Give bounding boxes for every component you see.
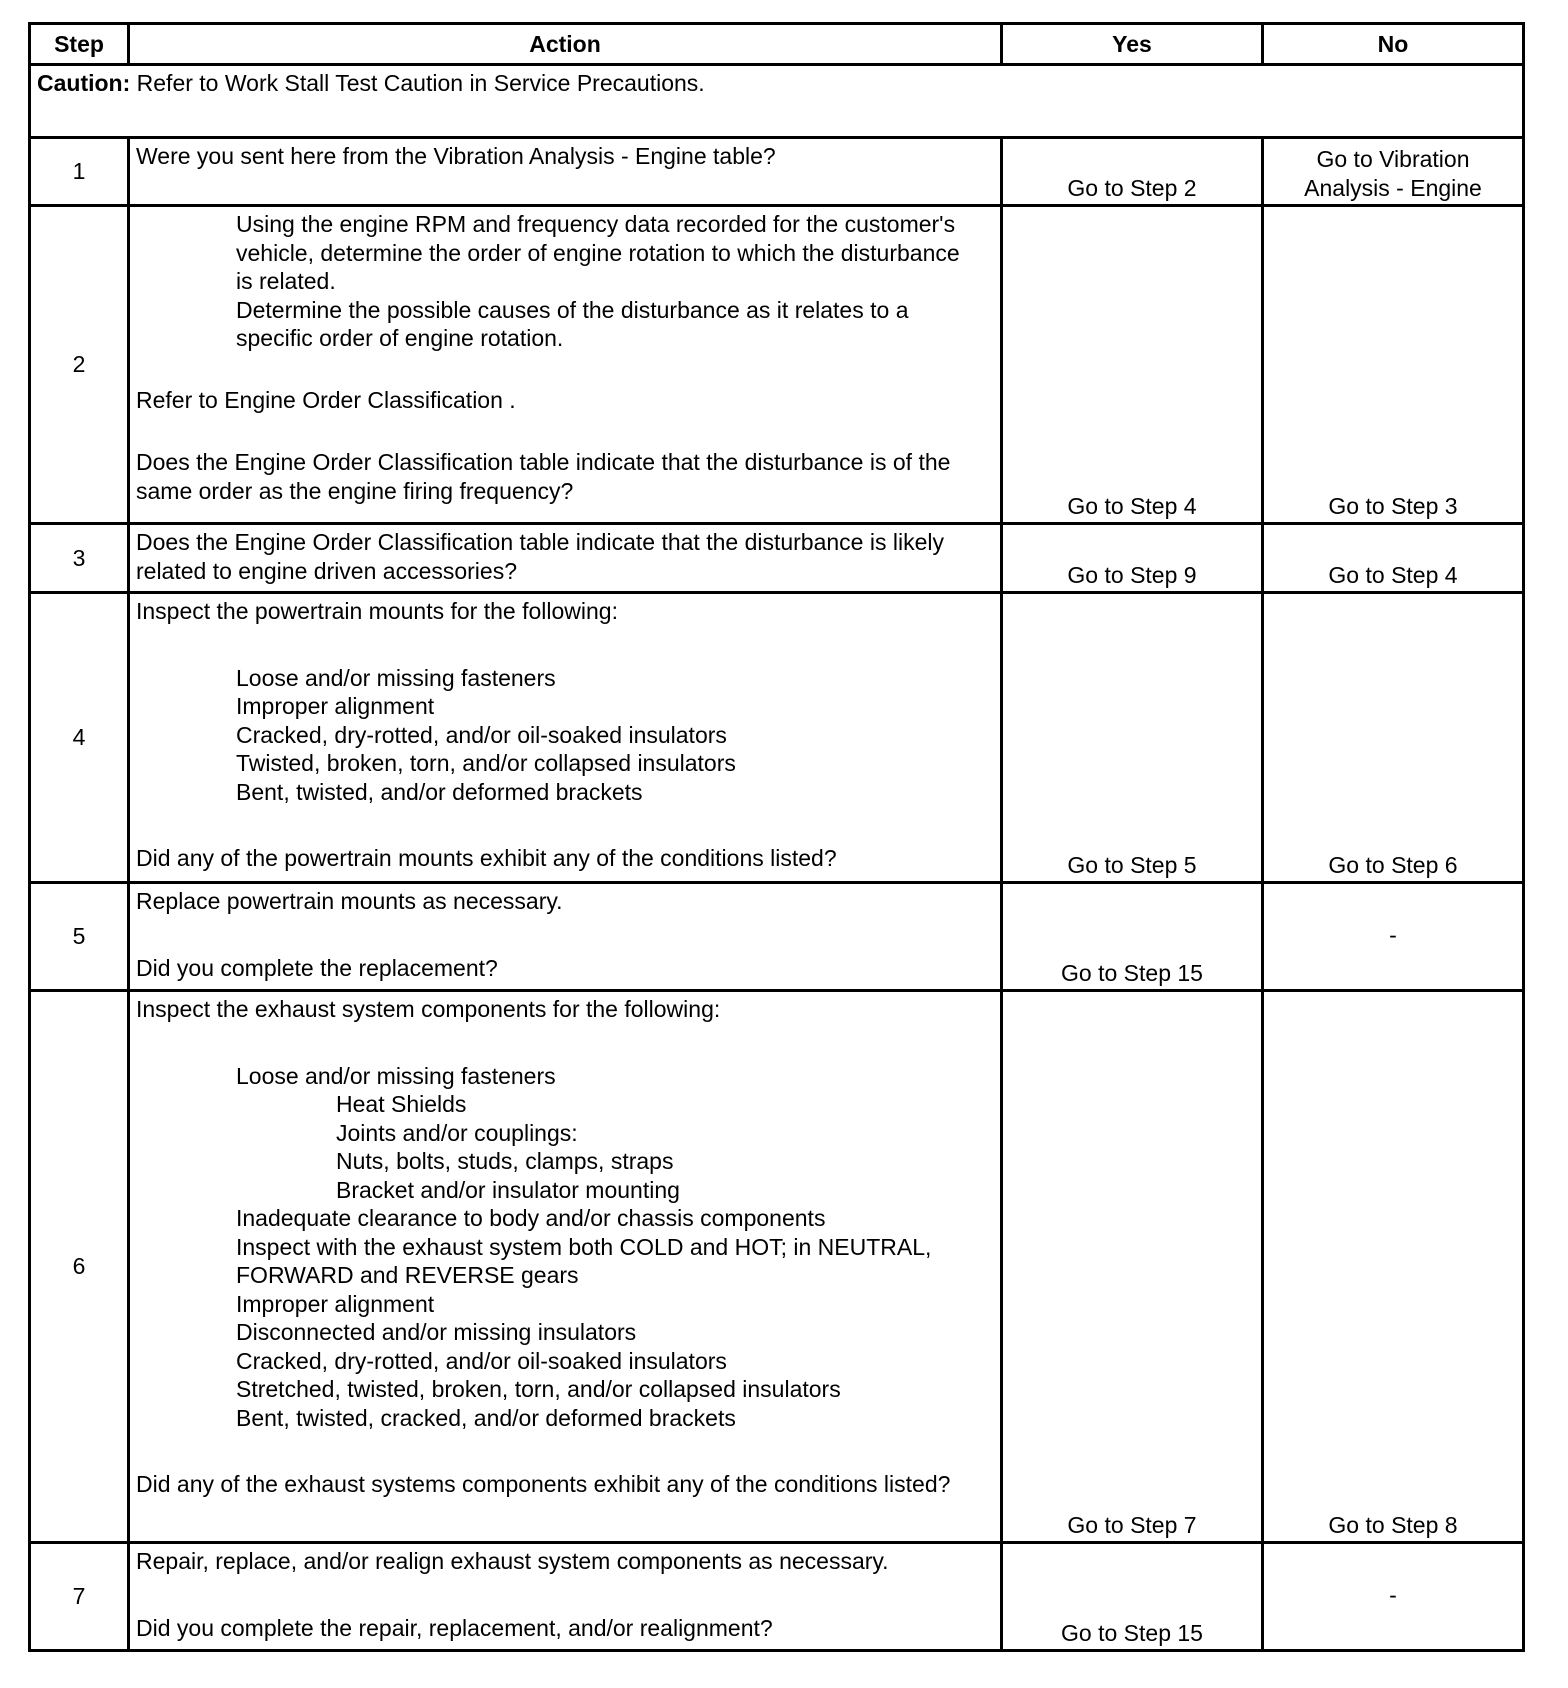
step-number: 3 <box>30 524 129 593</box>
no-cell: Go to Step 4 <box>1263 524 1524 593</box>
table-row <box>30 593 1524 883</box>
header-step: Step <box>30 24 129 65</box>
action-subitem: Nuts, bolts, studs, clamps, straps <box>336 1148 674 1174</box>
action-intro: Repair, replace, and/or realign exhaust system components as necessary. <box>136 1548 889 1574</box>
action-item: Bent, twisted, and/or deformed brackets <box>236 778 643 805</box>
action-item: Improper alignment <box>236 1290 435 1317</box>
diagnostic-table <box>28 22 1525 1652</box>
action-question: Does the Engine Order Classification table indicate that the disturbance is of the same order as the engine firing frequency? <box>136 449 951 504</box>
action-intro: Inspect the exhaust system components for the following: <box>136 996 721 1022</box>
step-number: 4 <box>30 593 129 883</box>
table-row <box>30 991 1524 1543</box>
caution-row <box>30 65 1524 138</box>
header-row <box>30 24 1524 65</box>
action-subitem: Joints and/or couplings: <box>336 1119 578 1146</box>
table-row <box>30 138 1524 206</box>
step-number: 7 <box>30 1543 129 1651</box>
table-row <box>30 524 1524 593</box>
action-refer: Refer to Engine Order Classification . <box>136 386 516 413</box>
no-cell: Go to Step 8 <box>1263 991 1524 1543</box>
action-item: Loose and/or missing fasteners <box>236 664 556 691</box>
yes-cell: Go to Step 9 <box>1002 524 1263 593</box>
action-item: Disconnected and/or missing insulators <box>236 1319 637 1345</box>
step-number: 5 <box>30 883 129 991</box>
action-cell <box>129 206 1002 524</box>
action-question: Were you sent here from the Vibration Analysis - Engine table? <box>136 143 776 169</box>
action-question: Did you complete the repair, replacement, and/or realignment? <box>136 1614 773 1641</box>
no-cell: - <box>1263 883 1524 991</box>
action-cell <box>129 593 1002 883</box>
no-cell: - <box>1263 1543 1524 1651</box>
table-row <box>30 883 1524 991</box>
yes-cell: Go to Step 15 <box>1002 883 1263 991</box>
action-subitem: Heat Shields <box>336 1091 467 1117</box>
action-item: Improper alignment <box>236 693 435 719</box>
no-cell: Go to Step 6 <box>1263 593 1524 883</box>
step-number: 2 <box>30 206 129 524</box>
action-item: Cracked, dry-rotted, and/or oil-soaked insulators <box>236 721 727 748</box>
action-item: Cracked, dry-rotted, and/or oil-soaked insulators <box>236 1347 727 1374</box>
action-intro: Inspect the powertrain mounts for the following: <box>136 598 618 624</box>
header-yes: Yes <box>1002 24 1263 65</box>
action-item: Bent, twisted, cracked, and/or deformed brackets <box>236 1404 736 1431</box>
action-intro: Replace powertrain mounts as necessary. <box>136 888 563 914</box>
action-item: Twisted, broken, torn, and/or collapsed insulators <box>236 750 736 776</box>
action-item: Inspect with the exhaust system both COLD and HOT; in NEUTRAL, FORWARD and REVERSE gears <box>236 1233 932 1288</box>
action-question: Did any of the exhaust systems components exhibit any of the conditions listed? <box>136 1471 951 1497</box>
action-cell <box>129 524 1002 593</box>
action-question: Does the Engine Order Classification table indicate that the disturbance is likely related to engine driven accessories? <box>136 529 944 584</box>
table-row <box>30 1543 1524 1651</box>
action-question: Did any of the powertrain mounts exhibit any of the conditions listed? <box>136 845 837 871</box>
action-subitem: Bracket and/or insulator mounting <box>336 1176 680 1203</box>
action-item: Using the engine RPM and frequency data recorded for the customer's vehicle, determine the order of engine rotation to which the disturbance is related. <box>236 211 960 294</box>
step-number: 6 <box>30 991 129 1543</box>
yes-cell: Go to Step 4 <box>1002 206 1263 524</box>
action-question: Did you complete the replacement? <box>136 954 498 981</box>
yes-cell: Go to Step 2 <box>1002 138 1263 206</box>
no-cell: Go to Vibration Analysis - Engine <box>1263 138 1524 206</box>
no-cell: Go to Step 3 <box>1263 206 1524 524</box>
yes-cell: Go to Step 7 <box>1002 991 1263 1543</box>
action-cell <box>129 991 1002 1543</box>
table-row <box>30 206 1524 524</box>
action-cell <box>129 138 1002 206</box>
action-item: Loose and/or missing fasteners <box>236 1062 556 1089</box>
action-cell <box>129 1543 1002 1651</box>
caution-label: Caution: <box>37 70 131 96</box>
action-item: Determine the possible causes of the disturbance as it relates to a specific order of engine rotation. <box>236 296 909 351</box>
header-action: Action <box>129 24 1002 65</box>
step-number: 1 <box>30 138 129 206</box>
yes-cell: Go to Step 15 <box>1002 1543 1263 1651</box>
header-no: No <box>1263 24 1524 65</box>
action-cell <box>129 883 1002 991</box>
action-item: Inadequate clearance to body and/or chassis components <box>236 1205 826 1231</box>
action-item: Stretched, twisted, broken, torn, and/or collapsed insulators <box>236 1376 841 1402</box>
caution-cell <box>30 65 1524 138</box>
yes-cell: Go to Step 5 <box>1002 593 1263 883</box>
caution-text: Refer to Work Stall Test Caution in Service Precautions. <box>130 70 705 96</box>
